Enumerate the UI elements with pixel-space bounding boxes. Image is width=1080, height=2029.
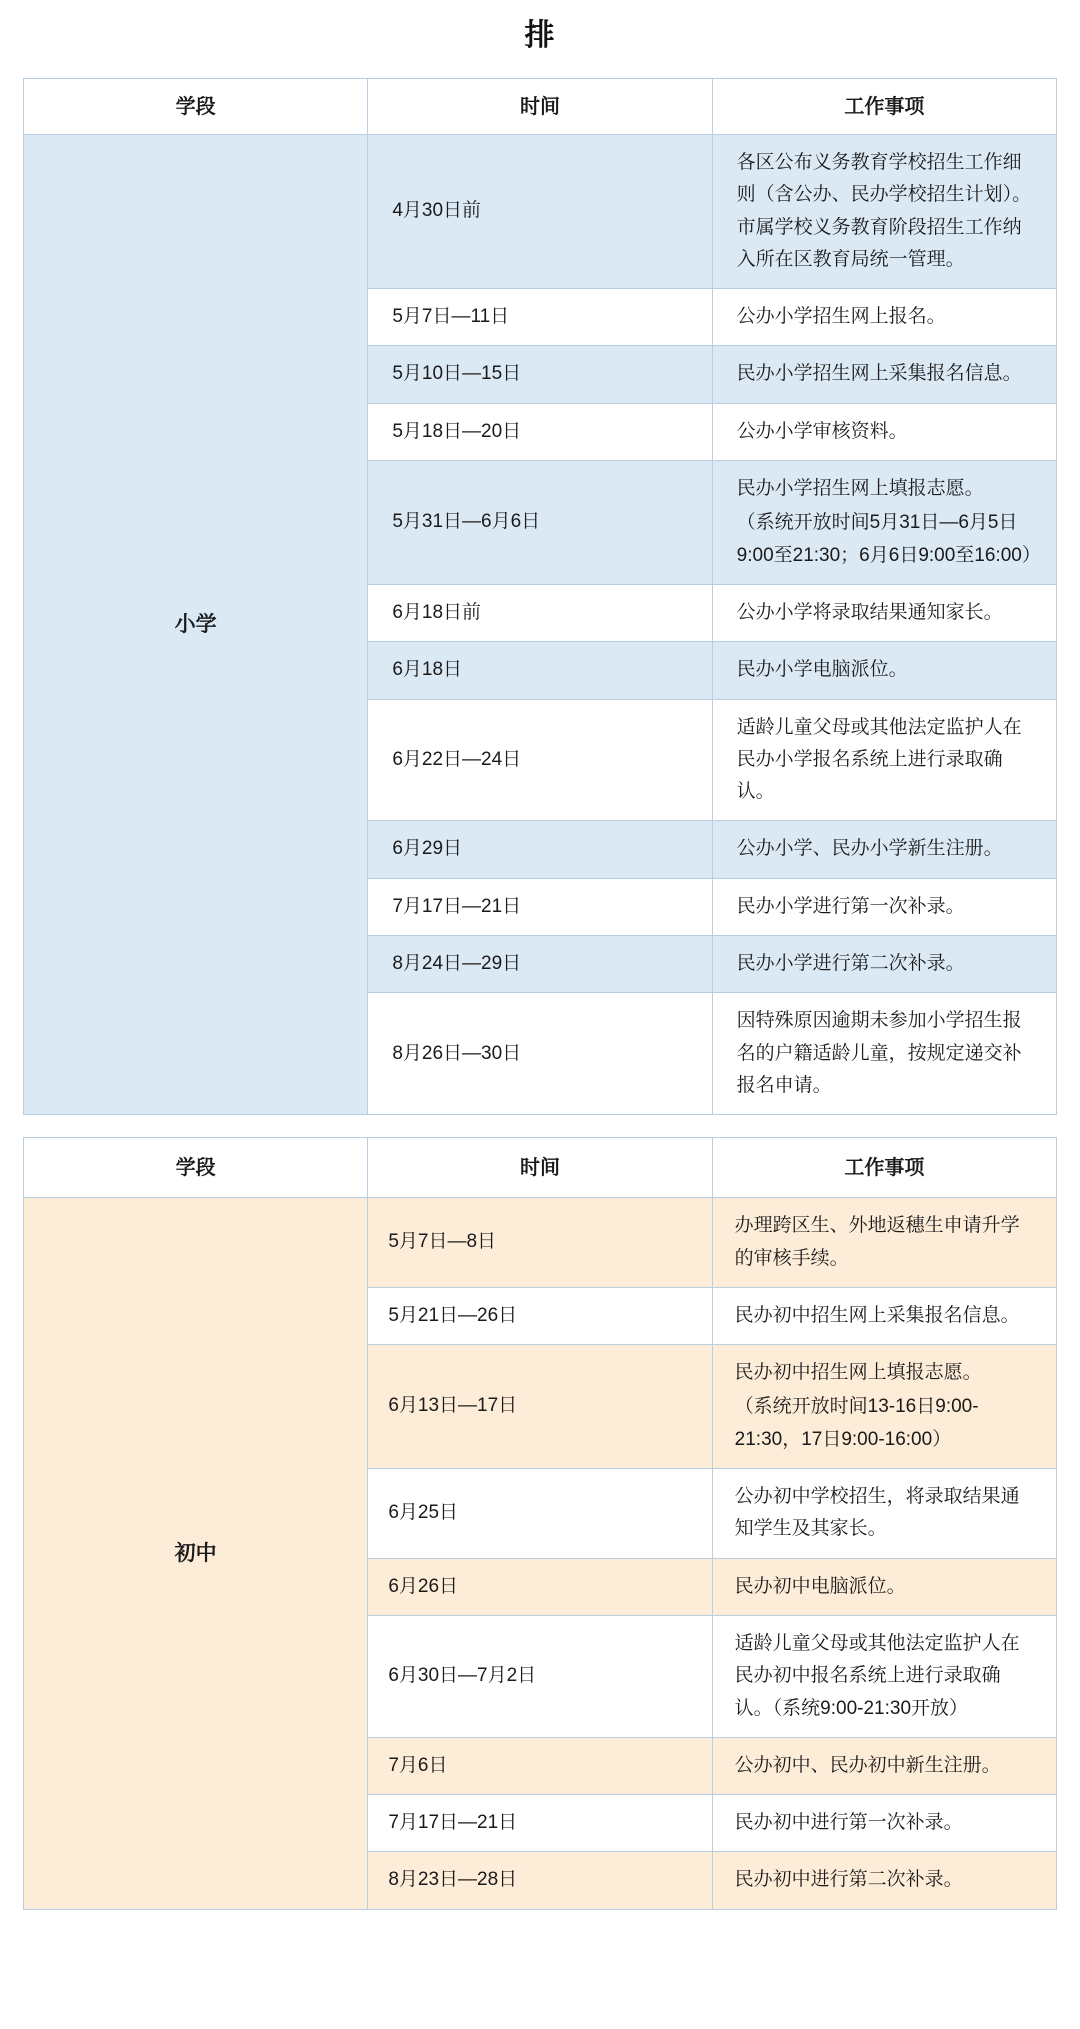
- table-row: [24, 135, 1057, 289]
- secondary-header-cell: 时间: [368, 1138, 712, 1198]
- schedule-task-cell: 民办小学招生网上采集报名信息。: [712, 346, 1056, 403]
- secondary-schedule-table: [23, 1137, 1057, 1909]
- schedule-task-cell: 公办小学招生网上报名。: [712, 289, 1056, 346]
- secondary-header-cell: 学段: [24, 1138, 368, 1198]
- secondary-header-cell: 工作事项: [712, 1138, 1056, 1198]
- schedule-task-cell: 公办小学审核资料。: [712, 403, 1056, 460]
- schedule-task-cell: 适龄儿童父母或其他法定监护人在民办初中报名系统上进行录取确认。（系统9:00-21:30开放）: [712, 1615, 1056, 1737]
- schedule-task-cell: [712, 461, 1056, 585]
- schedule-task-cell: 各区公布义务教育学校招生工作细则（含公办、民办学校招生计划）。市属学校义务教育阶段招生工作纳入所在区教育局统一管理。: [712, 135, 1056, 289]
- schedule-time-cell: 5月10日—15日: [368, 346, 712, 403]
- schedule-task-cell: 民办初中电脑派位。: [712, 1558, 1056, 1615]
- page-title: 排: [524, 19, 556, 52]
- schedule-time-cell: 5月31日—6月6日: [368, 461, 712, 585]
- schedule-task-cell: 因特殊原因逾期未参加小学招生报名的户籍适龄儿童，按规定递交补报名申请。: [712, 993, 1056, 1115]
- primary-stage-cell: 小学: [24, 135, 368, 1115]
- schedule-task-cell: 公办小学将录取结果通知家长。: [712, 584, 1056, 641]
- schedule-time-cell: 6月26日: [368, 1558, 712, 1615]
- schedule-time-cell: 5月21日—26日: [368, 1287, 712, 1344]
- schedule-task-line: （系统开放时间13-16日9:00-21:30，17日9:00-16:00）: [734, 1396, 979, 1450]
- schedule-time-cell: 6月22日—24日: [368, 699, 712, 821]
- schedule-task-cell: 民办初中进行第一次补录。: [712, 1795, 1056, 1852]
- schedule-task-line: 民办小学招生网上填报志愿。: [736, 478, 984, 500]
- schedule-time-cell: 8月24日—29日: [368, 936, 712, 993]
- schedule-task-cell: 公办初中、民办初中新生注册。: [712, 1737, 1056, 1794]
- schedule-time-cell: 5月18日—20日: [368, 403, 712, 460]
- secondary-stage-cell: 初中: [24, 1198, 368, 1909]
- primary-header-cell: 学段: [24, 79, 368, 135]
- schedule-task-line: （系统开放时间5月31日—6月5日9:00至21:30；6月6日9:00至16:00）: [736, 512, 1041, 566]
- schedule-time-cell: 7月17日—21日: [368, 1795, 712, 1852]
- secondary-header-row: [24, 1138, 1057, 1198]
- primary-header-cell: 时间: [368, 79, 712, 135]
- schedule-task-cell: 民办初中招生网上采集报名信息。: [712, 1287, 1056, 1344]
- schedule-task-cell: 公办小学、民办小学新生注册。: [712, 821, 1056, 878]
- table-spacer: [0, 1115, 1080, 1137]
- schedule-task-cell: 民办初中进行第二次补录。: [712, 1852, 1056, 1909]
- schedule-task-cell: 民办小学电脑派位。: [712, 642, 1056, 699]
- primary-header-row: [24, 79, 1057, 135]
- schedule-task-cell: 公办初中学校招生，将录取结果通知学生及其家长。: [712, 1469, 1056, 1559]
- schedule-time-cell: 5月7日—11日: [368, 289, 712, 346]
- schedule-time-cell: 8月23日—28日: [368, 1852, 712, 1909]
- schedule-time-cell: 7月17日—21日: [368, 878, 712, 935]
- schedule-task-cell: 办理跨区生、外地返穗生申请升学的审核手续。: [712, 1198, 1056, 1288]
- primary-schedule-table-wrapper: [0, 78, 1080, 1115]
- schedule-time-cell: 6月25日: [368, 1469, 712, 1559]
- schedule-time-cell: 4月30日前: [368, 135, 712, 289]
- primary-header-cell: 工作事项: [712, 79, 1056, 135]
- schedule-task-cell: 民办小学进行第一次补录。: [712, 878, 1056, 935]
- schedule-time-cell: 7月6日: [368, 1737, 712, 1794]
- schedule-time-cell: 6月13日—17日: [368, 1345, 712, 1469]
- schedule-time-cell: 6月18日前: [368, 584, 712, 641]
- schedule-task-cell: [712, 1345, 1056, 1469]
- schedule-time-cell: 6月30日—7月2日: [368, 1615, 712, 1737]
- schedule-time-cell: 5月7日—8日: [368, 1198, 712, 1288]
- schedule-time-cell: 6月18日: [368, 642, 712, 699]
- schedule-time-cell: 6月29日: [368, 821, 712, 878]
- table-row: [24, 1198, 1057, 1288]
- primary-schedule-table: [23, 78, 1057, 1115]
- schedule-time-cell: 8月26日—30日: [368, 993, 712, 1115]
- schedule-task-line: 民办初中招生网上填报志愿。: [734, 1362, 982, 1384]
- secondary-schedule-table-wrapper: [0, 1137, 1080, 1909]
- schedule-task-cell: 适龄儿童父母或其他法定监护人在民办小学报名系统上进行录取确认。: [712, 699, 1056, 821]
- schedule-task-cell: 民办小学进行第二次补录。: [712, 936, 1056, 993]
